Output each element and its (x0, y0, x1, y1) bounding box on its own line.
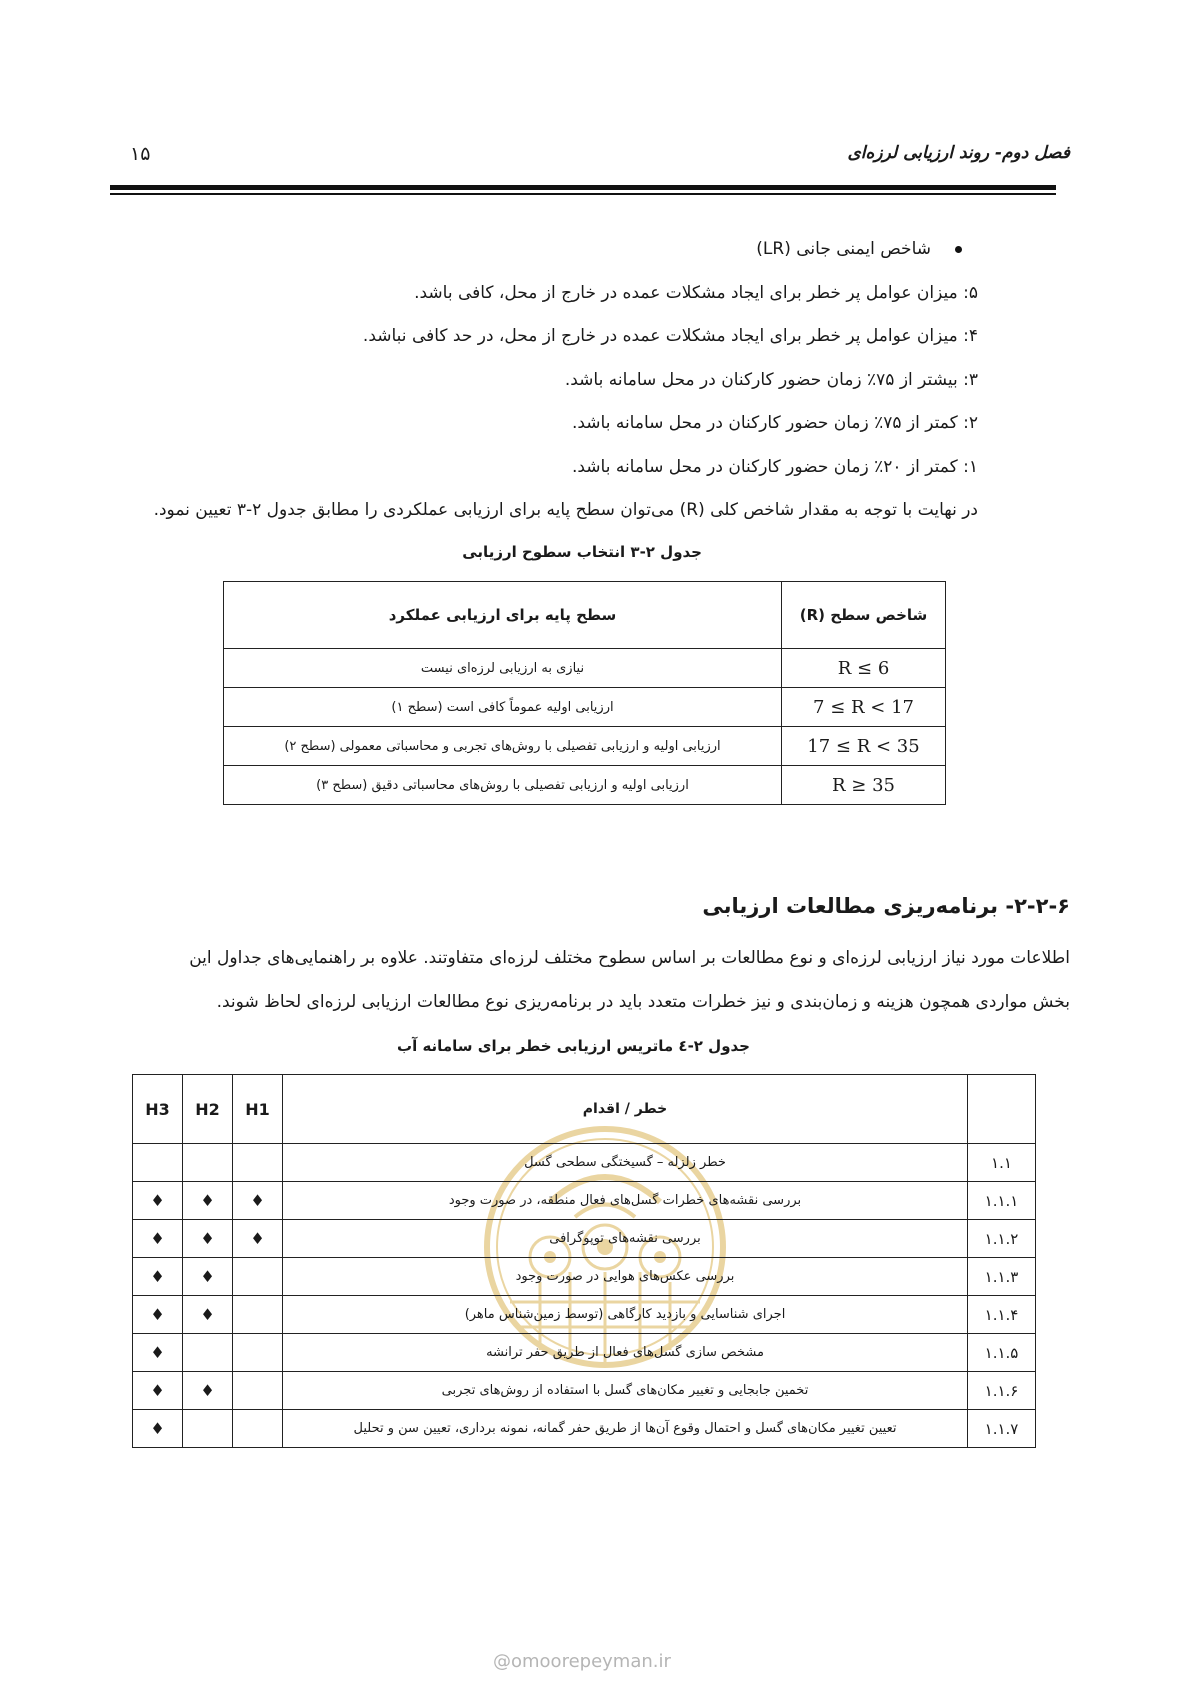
header-rule (110, 185, 1056, 190)
table-row (224, 688, 946, 727)
table-row (133, 1258, 1036, 1296)
column-header-h2: H2 (183, 1075, 233, 1144)
section-heading: ۲-۲-۶- برنامه‌ریزی مطالعات ارزیابی (702, 894, 1070, 918)
h3-cell: ♦ (133, 1372, 183, 1410)
action-cell: بررسی عکس‌های هوایی در صورت وجود (283, 1258, 968, 1296)
row-number: ۱.۱.۴ (968, 1296, 1036, 1334)
h1-cell (233, 1296, 283, 1334)
table-header-row (133, 1075, 1036, 1144)
section-paragraph-line: بخش مواردی همچون هزینه و زمان‌بندی و نیز خطرات متعدد باید در برنامه‌ریزی نوع مطالعات ارزیابی لرزه‌ای لحاظ شوند. (216, 992, 1070, 1012)
h1-cell (233, 1410, 283, 1448)
h3-cell: ♦ (133, 1334, 183, 1372)
h2-cell: ♦ (183, 1182, 233, 1220)
index-cell: R ≥ 35 (782, 766, 946, 805)
column-header-index: شاخص سطح (R) (782, 582, 946, 649)
action-cell: خطر زلزله – گسیختگی سطحی گسل (283, 1144, 968, 1182)
h3-cell: ♦ (133, 1410, 183, 1448)
column-header-action: خطر / اقدام (283, 1075, 968, 1144)
action-cell: تخمین جابجایی و تغییر مکان‌های گسل با استفاده از روش‌های تجربی (283, 1372, 968, 1410)
bullet-icon (955, 246, 962, 253)
h3-cell: ♦ (133, 1296, 183, 1334)
list-item: ۳: بیشتر از ۷۵٪ زمان حضور کارکنان در محل سامانه باشد. (564, 370, 978, 390)
list-item: ۵: میزان عوامل پر خطر برای ایجاد مشکلات عمده در خارج از محل، کافی باشد. (414, 283, 978, 303)
h1-cell (233, 1258, 283, 1296)
index-cell: R ≤ 6 (782, 649, 946, 688)
list-item: ۱: کمتر از ۲۰٪ زمان حضور کارکنان در محل سامانه باشد. (571, 457, 978, 477)
table-row (224, 727, 946, 766)
bullet-item (756, 239, 962, 259)
action-cell: مشخص سازی گسل‌های فعال از طریق حفر ترانشه (283, 1334, 968, 1372)
table-row (224, 766, 946, 805)
row-number: ۱.۱.۳ (968, 1258, 1036, 1296)
row-number: ۱.۱ (968, 1144, 1036, 1182)
h1-cell (233, 1372, 283, 1410)
column-header-h1: H1 (233, 1075, 283, 1144)
table-row (133, 1296, 1036, 1334)
h3-cell: ♦ (133, 1220, 183, 1258)
bullet-text: شاخص ایمنی جانی (LR) (756, 239, 931, 259)
watermark-url: @omoorepeyman.ir (493, 1651, 671, 1672)
action-cell: اجرای شناسایی و بازدید کارگاهی (توسط زمین‌شناس ماهر) (283, 1296, 968, 1334)
header-rule-thin (110, 193, 1056, 195)
action-cell: بررسی نقشه‌های خطرات گسل‌های فعال منطقه، در صورت وجود (283, 1182, 968, 1220)
table-row (133, 1220, 1036, 1258)
table1-caption: جدول ۲-۳ انتخاب سطوح ارزیابی (462, 543, 702, 561)
h2-cell: ♦ (183, 1258, 233, 1296)
table2-caption: جدول ۲-٤ ماتریس ارزیابی خطر برای سامانه آب (397, 1037, 750, 1055)
h1-cell (233, 1144, 283, 1182)
page-number: ۱۵ (130, 143, 151, 165)
h1-cell: ♦ (233, 1182, 283, 1220)
h2-cell (183, 1410, 233, 1448)
list-item: ۲: کمتر از ۷۵٪ زمان حضور کارکنان در محل سامانه باشد. (571, 413, 978, 433)
table-row (224, 649, 946, 688)
level-cell: ارزیابی اولیه و ارزیابی تفصیلی با روش‌های تجربی و محاسباتی معمولی (سطح ۲) (224, 727, 782, 766)
h2-cell: ♦ (183, 1296, 233, 1334)
row-number: ۱.۱.۵ (968, 1334, 1036, 1372)
column-header-level: سطح پایه برای ارزیابی عملکرد (224, 582, 782, 649)
index-cell: 7 ≤ R < 17 (782, 688, 946, 727)
h3-cell: ♦ (133, 1258, 183, 1296)
table-header-row (224, 582, 946, 649)
action-cell: بررسی نقشه‌های توپوگرافی (283, 1220, 968, 1258)
level-cell: نیازی به ارزیابی لرزه‌ای نیست (224, 649, 782, 688)
column-header-number (968, 1075, 1036, 1144)
chapter-title: فصل دوم- روند ارزیابی لرزه‌ای (847, 143, 1070, 163)
row-number: ۱.۱.۲ (968, 1220, 1036, 1258)
row-number: ۱.۱.۷ (968, 1410, 1036, 1448)
h1-cell: ♦ (233, 1220, 283, 1258)
action-cell: تعیین تغییر مکان‌های گسل و احتمال وقوع آن‌ها از طریق حفر گمانه، نمونه برداری، تعیین سن و تحلیل (283, 1410, 968, 1448)
list-item: ۴: میزان عوامل پر خطر برای ایجاد مشکلات عمده در خارج از محل، در حد کافی نباشد. (362, 326, 978, 346)
h2-cell: ♦ (183, 1372, 233, 1410)
column-header-h3: H3 (133, 1075, 183, 1144)
h3-cell (133, 1144, 183, 1182)
table-row (133, 1182, 1036, 1220)
table-row (133, 1144, 1036, 1182)
h2-cell (183, 1144, 233, 1182)
conclusion-text: در نهایت با توجه به مقدار شاخص کلی (R) می‌توان سطح پایه برای ارزیابی عملکردی را مطابق جدول ۲-۳ تعیین نمود. (153, 500, 978, 520)
index-cell: 17 ≤ R < 35 (782, 727, 946, 766)
h2-cell: ♦ (183, 1220, 233, 1258)
table-row (133, 1372, 1036, 1410)
row-number: ۱.۱.۶ (968, 1372, 1036, 1410)
level-cell: ارزیابی اولیه عموماً کافی است (سطح ۱) (224, 688, 782, 727)
level-cell: ارزیابی اولیه و ارزیابی تفصیلی با روش‌های محاسباتی دقیق (سطح ۳) (224, 766, 782, 805)
row-number: ۱.۱.۱ (968, 1182, 1036, 1220)
table-row (133, 1410, 1036, 1448)
assessment-levels-table (223, 581, 946, 805)
section-paragraph-line: اطلاعات مورد نیاز ارزیابی لرزه‌ای و نوع مطالعات بر اساس سطوح مختلف لرزه‌ای متفاوتند. علاوه بر راهنمایی‌های جداول این (189, 948, 1070, 968)
risk-matrix-table (132, 1074, 1036, 1448)
h1-cell (233, 1334, 283, 1372)
h2-cell (183, 1334, 233, 1372)
table-row (133, 1334, 1036, 1372)
h3-cell: ♦ (133, 1182, 183, 1220)
